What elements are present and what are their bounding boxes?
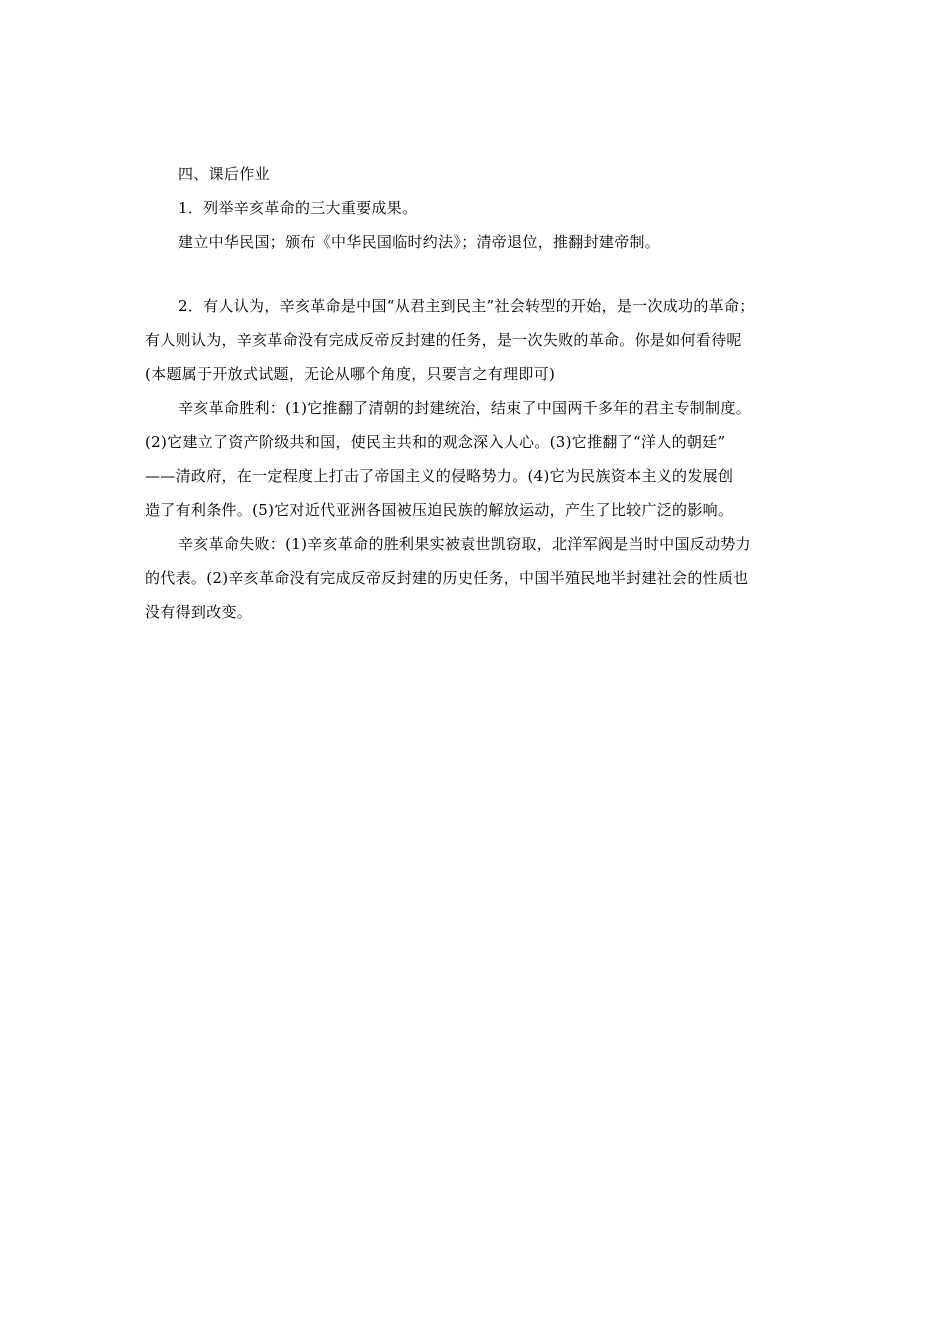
success-paragraph-line: 造了有利条件。(5)它对近代亚洲各国被压迫民族的解放运动，产生了比较广泛的影响。 [145,501,734,519]
success-paragraph-line: ——清政府，在一定程度上打击了帝国主义的侵略势力。(4)它为民族资本主义的发展创 [145,467,734,485]
success-paragraph-line: (2)它建立了资产阶级共和国，使民主共和的观念深入人心。(3)它推翻了“洋人的朝廷” [145,433,726,451]
question-2-note: (本题属于开放式试题，无论从哪个角度，只要言之有理即可) [145,365,556,383]
failure-paragraph-line: 的代表。(2)辛亥革命没有完成反帝反封建的历史任务，中国半殖民地半封建社会的性质也 [145,569,749,587]
section-heading: 四、课后作业 [178,165,270,183]
question-2-line: 有人则认为，辛亥革命没有完成反帝反封建的任务，是一次失败的革命。你是如何看待呢 [145,331,742,349]
failure-paragraph-line: 辛亥革命失败：(1)辛亥革命的胜利果实被袁世凯窃取，北洋军阀是当时中国反动势力 [178,535,751,553]
question-1: 1．列举辛亥革命的三大重要成果。 [178,199,418,217]
failure-paragraph-line: 没有得到改变。 [145,603,253,621]
success-paragraph-line: 辛亥革命胜利：(1)它推翻了清朝的封建统治，结束了中国两千多年的君主专制制度。 [178,399,751,417]
question-2-line: 2．有人认为，辛亥革命是中国“从君主到民主”社会转型的开始，是一次成功的革命； [178,297,755,315]
homework-section [145,157,815,259]
question-2-section [145,289,815,629]
answer-1: 建立中华民国；颁布《中华民国临时约法》；清帝退位，推翻封建帝制。 [178,233,661,251]
